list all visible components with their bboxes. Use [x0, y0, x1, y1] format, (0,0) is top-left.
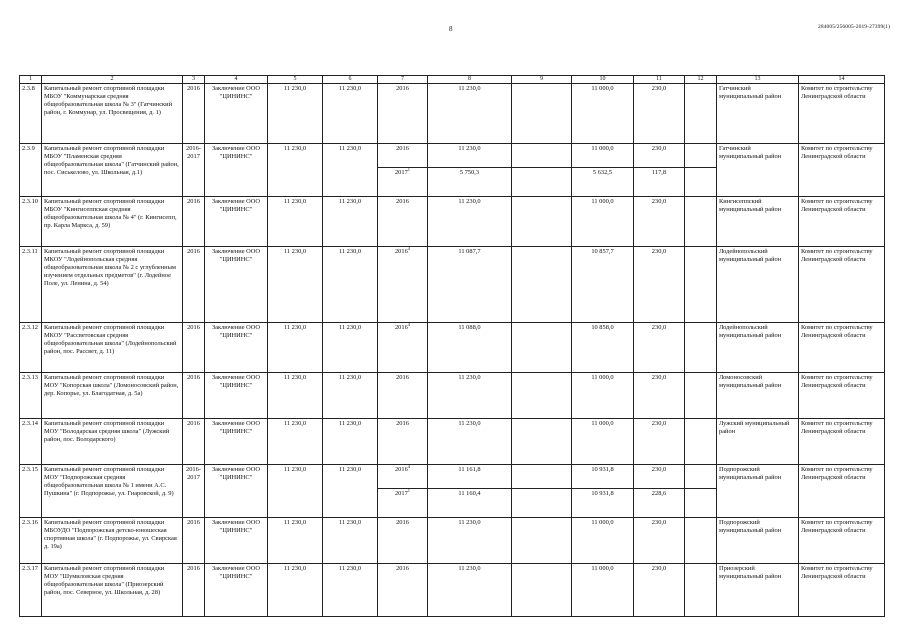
- regional-funding: [574, 374, 631, 382]
- other-funding: [687, 420, 714, 428]
- funding-year-value: 2016: [396, 519, 409, 527]
- total-funding-value: 11 160,4: [458, 490, 481, 498]
- local-funding: [636, 374, 682, 382]
- estimated-cost: 11 230,0: [268, 518, 323, 564]
- table-row: [20, 518, 885, 564]
- federal-funding-cell: [512, 323, 572, 373]
- estimated-cost: 11 230,0: [268, 197, 323, 247]
- federal-funding: [512, 167, 571, 177]
- local-funding-value: 230,0: [651, 519, 667, 527]
- funding-year-value: 2016: [396, 85, 409, 93]
- regional-funding-cell: [572, 247, 634, 323]
- total-cost: 11 230,0: [323, 465, 378, 518]
- funding-year: [378, 488, 427, 498]
- regional-funding: [574, 145, 631, 153]
- funding-year-cell: [378, 465, 428, 518]
- table-row: [20, 373, 885, 419]
- funding-year-value: 2016: [396, 565, 409, 573]
- other-funding: [687, 374, 714, 382]
- customer: Комитет по строительству Ленинградской области: [799, 518, 885, 564]
- local-funding-value: 230,0: [651, 420, 667, 428]
- total-funding: [428, 488, 511, 498]
- total-funding-cell: [428, 373, 512, 419]
- item-number: 2.3.13: [20, 373, 42, 419]
- municipal-district: Подпорожский муниципальный район: [717, 518, 799, 564]
- funding-year: [380, 420, 425, 428]
- regional-funding: [574, 420, 631, 428]
- expertise: Заключение ООО "ЦИНИНС": [205, 144, 268, 197]
- estimated-cost: 11 230,0: [268, 465, 323, 518]
- regional-funding: [574, 466, 631, 474]
- expertise: Заключение ООО "ЦИНИНС": [205, 518, 268, 564]
- total-funding-value: 11 230,0: [458, 198, 481, 206]
- local-funding: [634, 167, 684, 177]
- customer: Комитет по строительству Ленинградской области: [799, 84, 885, 144]
- implementation-years: 2016: [183, 564, 205, 617]
- funding-year-value: 2016: [396, 145, 409, 153]
- estimated-cost: 11 230,0: [268, 373, 323, 419]
- implementation-years: 2016: [183, 373, 205, 419]
- implementation-years: 2016-2017: [183, 144, 205, 197]
- column-number: 13: [717, 76, 799, 84]
- regional-funding-cell: [572, 197, 634, 247]
- local-funding-value: 228,6: [651, 490, 667, 498]
- other-funding-cell: [685, 465, 717, 518]
- local-funding: [636, 324, 682, 332]
- object-name: Капитальный ремонт спортивной площадки МОУ "Подпорожская средняя общеобразовательная школа № 1 имени А.С. Пушкина" (г. Подпорожье, ул. Гнаровской, д. 9): [42, 465, 183, 518]
- federal-funding: [514, 145, 569, 153]
- federal-funding-cell: [512, 564, 572, 617]
- other-funding-cell: [685, 197, 717, 247]
- regional-funding-value: 10 857,7: [591, 248, 614, 256]
- estimated-cost: 11 230,0: [268, 247, 323, 323]
- total-funding: [428, 167, 511, 177]
- municipal-district: Лодейнопольский муниципальный район: [717, 247, 799, 323]
- regional-funding-value: 11 000,0: [591, 145, 614, 153]
- item-number: 2.3.10: [20, 197, 42, 247]
- local-funding-value: 230,0: [651, 145, 667, 153]
- total-funding-value: 11 230,0: [458, 145, 481, 153]
- customer: Комитет по строительству Ленинградской области: [799, 247, 885, 323]
- object-name: Капитальный ремонт спортивной площадки МБОУДО "Подпорожская детско-юношеская спортивная школа" (г. Подпорожье, ул. Свирская д. 19а): [42, 518, 183, 564]
- regional-funding-value: 11 000,0: [591, 374, 614, 382]
- table-row: [20, 323, 885, 373]
- total-funding-value: 11 230,0: [458, 374, 481, 382]
- total-funding: [430, 466, 509, 474]
- item-number: 2.3.8: [20, 84, 42, 144]
- estimated-cost: 11 230,0: [268, 144, 323, 197]
- funding-year: [380, 324, 425, 332]
- local-funding-cell: [634, 419, 685, 465]
- funding-year: [380, 565, 425, 573]
- local-funding-cell: [634, 465, 685, 518]
- object-name: Капитальный ремонт спортивной площадки МБОУ "Коммунарская средняя общеобразовательная школа № 3" (Гатчинский район, г. Коммунар, ул. Просвещения, д. 1): [42, 84, 183, 144]
- regional-funding-cell: [572, 84, 634, 144]
- table-row: [20, 247, 885, 323]
- expertise: Заключение ООО "ЦИНИНС": [205, 419, 268, 465]
- total-funding: [430, 324, 509, 332]
- funding-year-value: 2016: [396, 198, 409, 206]
- regional-funding-value: 5 632,5: [592, 169, 613, 177]
- regional-funding: [574, 248, 631, 256]
- regional-funding-value: 11 000,0: [591, 85, 614, 93]
- other-funding: [687, 85, 714, 93]
- municipal-district: Ломоносовский муниципальный район: [717, 373, 799, 419]
- regional-funding-cell: [572, 419, 634, 465]
- footnote-marker: 4: [407, 464, 411, 470]
- total-cost: 11 230,0: [323, 564, 378, 617]
- object-name: Капитальный ремонт спортивной площадки МКОУ "Рассветовская средняя общеобразовательная школа" (Лодейнопольский район, пос. Рассвет, д. 11): [42, 323, 183, 373]
- municipal-district: Лужский муниципальный район: [717, 419, 799, 465]
- object-name: Капитальный ремонт спортивной площадки МКОУ "Лодейнопольская средняя общеобразовательная школа № 2 с углубленным изучением отдельных предметов" (г. Лодейное Поле, ул. Ленина, д. 54): [42, 247, 183, 323]
- expertise: Заключение ООО "ЦИНИНС": [205, 564, 268, 617]
- regional-funding-value: 10 931,8: [591, 466, 614, 474]
- local-funding-cell: [634, 144, 685, 197]
- table-row: [20, 197, 885, 247]
- table-row: [20, 84, 885, 144]
- local-funding-value: 230,0: [651, 324, 667, 332]
- column-number: 8: [428, 76, 512, 84]
- regional-funding-cell: [572, 518, 634, 564]
- regional-funding-value: 10 858,0: [591, 324, 614, 332]
- local-funding: [636, 519, 682, 527]
- total-cost: 11 230,0: [323, 518, 378, 564]
- other-funding: [685, 488, 716, 498]
- local-funding: [636, 145, 682, 153]
- funding-year: [380, 198, 425, 206]
- total-funding-value: 11 230,0: [458, 420, 481, 428]
- funding-year: [380, 145, 425, 153]
- total-funding: [430, 420, 509, 428]
- federal-funding: [514, 519, 569, 527]
- object-name: Капитальный ремонт спортивной площадки МОУ "Шумиловская средняя общеобразовательная школа" (Приозерский район, пос. Северное, ул. Школьная, д. 28): [42, 564, 183, 617]
- column-number: 14: [799, 76, 885, 84]
- other-funding: [687, 324, 714, 332]
- customer: Комитет по строительству Ленинградской области: [799, 144, 885, 197]
- customer: Комитет по строительству Ленинградской области: [799, 373, 885, 419]
- column-number: 7: [378, 76, 428, 84]
- customer: Комитет по строительству Ленинградской области: [799, 564, 885, 617]
- other-funding-cell: [685, 247, 717, 323]
- column-number: 5: [268, 76, 323, 84]
- regional-funding-value: 11 000,0: [591, 420, 614, 428]
- local-funding-value: 117,8: [651, 169, 667, 177]
- federal-funding: [514, 198, 569, 206]
- footnote-marker: 4: [407, 246, 411, 252]
- funding-year-cell: [378, 564, 428, 617]
- federal-funding: [514, 466, 569, 474]
- total-cost: 11 230,0: [323, 84, 378, 144]
- other-funding: [687, 565, 714, 573]
- funding-year-value: 2016: [394, 466, 408, 474]
- local-funding-cell: [634, 84, 685, 144]
- column-number-row: [20, 76, 885, 84]
- implementation-years: 2016: [183, 84, 205, 144]
- table-row: [20, 564, 885, 617]
- column-number: 10: [572, 76, 634, 84]
- other-funding-cell: [685, 564, 717, 617]
- column-number: 9: [512, 76, 572, 84]
- regional-funding-cell: [572, 373, 634, 419]
- federal-funding-cell: [512, 247, 572, 323]
- total-funding-value: 11 161,8: [458, 466, 481, 474]
- funding-year: [380, 85, 425, 93]
- total-cost: 11 230,0: [323, 197, 378, 247]
- funding-year: [378, 167, 427, 177]
- federal-funding: [514, 85, 569, 93]
- federal-funding: [514, 565, 569, 573]
- estimated-cost: 11 230,0: [268, 564, 323, 617]
- local-funding-value: 230,0: [651, 565, 667, 573]
- total-funding-value: 11 087,7: [458, 248, 481, 256]
- column-number: 4: [205, 76, 268, 84]
- customer: Комитет по строительству Ленинградской области: [799, 197, 885, 247]
- estimated-cost: 11 230,0: [268, 323, 323, 373]
- regional-funding: [574, 324, 631, 332]
- expertise: Заключение ООО "ЦИНИНС": [205, 323, 268, 373]
- federal-funding: [512, 488, 571, 498]
- object-name: Капитальный ремонт спортивной площадки МБОУ "Пламенская средняя общеобразовательная школа" (Гатчинский район, пос. Сиськелово, ул. Школьная, д.1): [42, 144, 183, 197]
- federal-funding-cell: [512, 373, 572, 419]
- footnote-marker: 1: [407, 167, 411, 172]
- funding-year-value: 2017: [394, 169, 408, 177]
- local-funding: [636, 466, 682, 474]
- total-cost: 11 230,0: [323, 144, 378, 197]
- implementation-years: 2016: [183, 518, 205, 564]
- municipal-district: Гатчинский муниципальный район: [717, 144, 799, 197]
- federal-funding-cell: [512, 84, 572, 144]
- estimated-cost: 11 230,0: [268, 84, 323, 144]
- regional-funding: [574, 565, 631, 573]
- item-number: 2.3.9: [20, 144, 42, 197]
- other-funding-cell: [685, 518, 717, 564]
- total-funding-value: 11 088,0: [458, 324, 481, 332]
- implementation-years: 2016-2017: [183, 465, 205, 518]
- funding-year-cell: [378, 323, 428, 373]
- page-number: 8: [449, 25, 453, 33]
- regional-funding-cell: [572, 465, 634, 518]
- implementation-years: 2016: [183, 247, 205, 323]
- federal-funding-cell: [512, 465, 572, 518]
- table-row: [20, 419, 885, 465]
- regional-funding-cell: [572, 144, 634, 197]
- object-name: Капитальный ремонт спортивной площадки МБОУ "Кингисеппская средняя общеобразовательная школа № 4" (г. Кингисепп, пр. Карла Маркса, д. 59): [42, 197, 183, 247]
- other-funding: [687, 466, 714, 474]
- regional-funding-value: 11 000,0: [591, 565, 614, 573]
- municipal-district: Кингисеппский муниципальный район: [717, 197, 799, 247]
- total-funding: [430, 85, 509, 93]
- column-number: 6: [323, 76, 378, 84]
- column-number: 1: [20, 76, 42, 84]
- funding-year-cell: [378, 144, 428, 197]
- estimated-cost: 11 230,0: [268, 419, 323, 465]
- local-funding-cell: [634, 323, 685, 373]
- other-funding: [685, 167, 716, 177]
- other-funding-cell: [685, 323, 717, 373]
- total-funding-cell: [428, 465, 512, 518]
- total-funding: [430, 374, 509, 382]
- implementation-years: 2016: [183, 197, 205, 247]
- funding-year-value: 2016: [394, 248, 408, 256]
- funding-year-cell: [378, 84, 428, 144]
- total-funding-cell: [428, 247, 512, 323]
- funding-year-value: 2017: [394, 490, 408, 498]
- regional-funding-value: 11 000,0: [591, 519, 614, 527]
- municipal-district: Приозерский муниципальный район: [717, 564, 799, 617]
- total-funding-cell: [428, 144, 512, 197]
- footnote-marker: 1: [407, 488, 411, 493]
- other-funding: [687, 248, 714, 256]
- funding-year: [380, 374, 425, 382]
- local-funding-cell: [634, 564, 685, 617]
- expertise: Заключение ООО "ЦИНИНС": [205, 465, 268, 518]
- federal-funding-cell: [512, 197, 572, 247]
- footnote-marker: 4: [407, 322, 411, 328]
- item-number: 2.3.11: [20, 247, 42, 323]
- local-funding: [636, 420, 682, 428]
- funding-year-cell: [378, 518, 428, 564]
- funding-year-value: 2016: [396, 374, 409, 382]
- item-number: 2.3.12: [20, 323, 42, 373]
- total-cost: 11 230,0: [323, 323, 378, 373]
- funding-year: [380, 519, 425, 527]
- regional-funding: [574, 519, 631, 527]
- item-number: 2.3.14: [20, 419, 42, 465]
- local-funding-cell: [634, 197, 685, 247]
- total-funding-cell: [428, 564, 512, 617]
- total-funding: [430, 248, 509, 256]
- total-funding: [430, 145, 509, 153]
- regional-funding: [574, 85, 631, 93]
- total-funding: [430, 565, 509, 573]
- local-funding-cell: [634, 518, 685, 564]
- total-cost: 11 230,0: [323, 373, 378, 419]
- expertise: Заключение ООО "ЦИНИНС": [205, 197, 268, 247]
- local-funding-cell: [634, 373, 685, 419]
- federal-funding: [514, 374, 569, 382]
- column-number: 3: [183, 76, 205, 84]
- funding-year-value: 2016: [394, 324, 408, 332]
- table-row: [20, 465, 885, 518]
- federal-funding-cell: [512, 144, 572, 197]
- object-name: Капитальный ремонт спортивной площадки МОУ "Копорская школа" (Ломоносовский район, дер. Копорье, ул. Благодатная, д. 5а): [42, 373, 183, 419]
- customer: Комитет по строительству Ленинградской области: [799, 465, 885, 518]
- regional-funding: [572, 167, 633, 177]
- local-funding-value: 230,0: [651, 85, 667, 93]
- total-funding-cell: [428, 197, 512, 247]
- regional-funding-value: 11 000,0: [591, 198, 614, 206]
- customer: Комитет по строительству Ленинградской области: [799, 419, 885, 465]
- funding-year-value: 2016: [396, 420, 409, 428]
- regional-funding-value: 10 931,8: [591, 490, 614, 498]
- municipal-district: Гатчинский муниципальный район: [717, 84, 799, 144]
- expertise: Заключение ООО "ЦИНИНС": [205, 247, 268, 323]
- federal-funding: [514, 420, 569, 428]
- funding-year: [380, 248, 425, 256]
- total-funding-value: 11 230,0: [458, 565, 481, 573]
- total-funding: [430, 198, 509, 206]
- object-name: Капитальный ремонт спортивной площадки МОУ "Володарская средняя школа" (Лужский район, пос. Володарского): [42, 419, 183, 465]
- other-funding-cell: [685, 373, 717, 419]
- local-funding: [634, 488, 684, 498]
- municipal-district: Подпорожский муниципальный район: [717, 465, 799, 518]
- customer: Комитет по строительству Ленинградской области: [799, 323, 885, 373]
- other-funding: [687, 198, 714, 206]
- implementation-years: 2016: [183, 419, 205, 465]
- local-funding-cell: [634, 247, 685, 323]
- implementation-years: 2016: [183, 323, 205, 373]
- column-number: 12: [685, 76, 717, 84]
- total-funding-cell: [428, 518, 512, 564]
- item-number: 2.3.15: [20, 465, 42, 518]
- expertise: Заключение ООО "ЦИНИНС": [205, 373, 268, 419]
- total-funding-value: 11 230,0: [458, 519, 481, 527]
- total-funding-value: 11 230,0: [458, 85, 481, 93]
- program-table: [19, 75, 885, 617]
- regional-funding: [572, 488, 633, 498]
- column-number: 11: [634, 76, 685, 84]
- local-funding: [636, 85, 682, 93]
- funding-year-cell: [378, 197, 428, 247]
- local-funding: [636, 565, 682, 573]
- other-funding-cell: [685, 84, 717, 144]
- total-funding-cell: [428, 84, 512, 144]
- total-funding-cell: [428, 323, 512, 373]
- other-funding-cell: [685, 144, 717, 197]
- other-funding: [687, 519, 714, 527]
- local-funding-value: 230,0: [651, 374, 667, 382]
- federal-funding-cell: [512, 419, 572, 465]
- other-funding-cell: [685, 419, 717, 465]
- regional-funding-cell: [572, 323, 634, 373]
- regional-funding: [574, 198, 631, 206]
- funding-year: [380, 466, 425, 474]
- total-funding: [430, 519, 509, 527]
- funding-year-cell: [378, 373, 428, 419]
- municipal-district: Лодейнопольский муниципальный район: [717, 323, 799, 373]
- document-id: 284005/256005-2019-27399(1): [818, 24, 891, 30]
- local-funding: [636, 248, 682, 256]
- expertise: Заключение ООО "ЦИНИНС": [205, 84, 268, 144]
- federal-funding: [514, 248, 569, 256]
- local-funding-value: 230,0: [651, 198, 667, 206]
- regional-funding-cell: [572, 564, 634, 617]
- table-body: [20, 76, 885, 617]
- total-funding-cell: [428, 419, 512, 465]
- local-funding-value: 230,0: [651, 466, 667, 474]
- table-row: [20, 144, 885, 197]
- federal-funding-cell: [512, 518, 572, 564]
- column-number: 2: [42, 76, 183, 84]
- funding-year-cell: [378, 419, 428, 465]
- local-funding-value: 230,0: [651, 248, 667, 256]
- federal-funding: [514, 324, 569, 332]
- other-funding: [687, 145, 714, 153]
- item-number: 2.3.17: [20, 564, 42, 617]
- total-cost: 11 230,0: [323, 247, 378, 323]
- total-cost: 11 230,0: [323, 419, 378, 465]
- total-funding-value: 5 750,3: [459, 169, 480, 177]
- item-number: 2.3.16: [20, 518, 42, 564]
- local-funding: [636, 198, 682, 206]
- funding-year-cell: [378, 247, 428, 323]
